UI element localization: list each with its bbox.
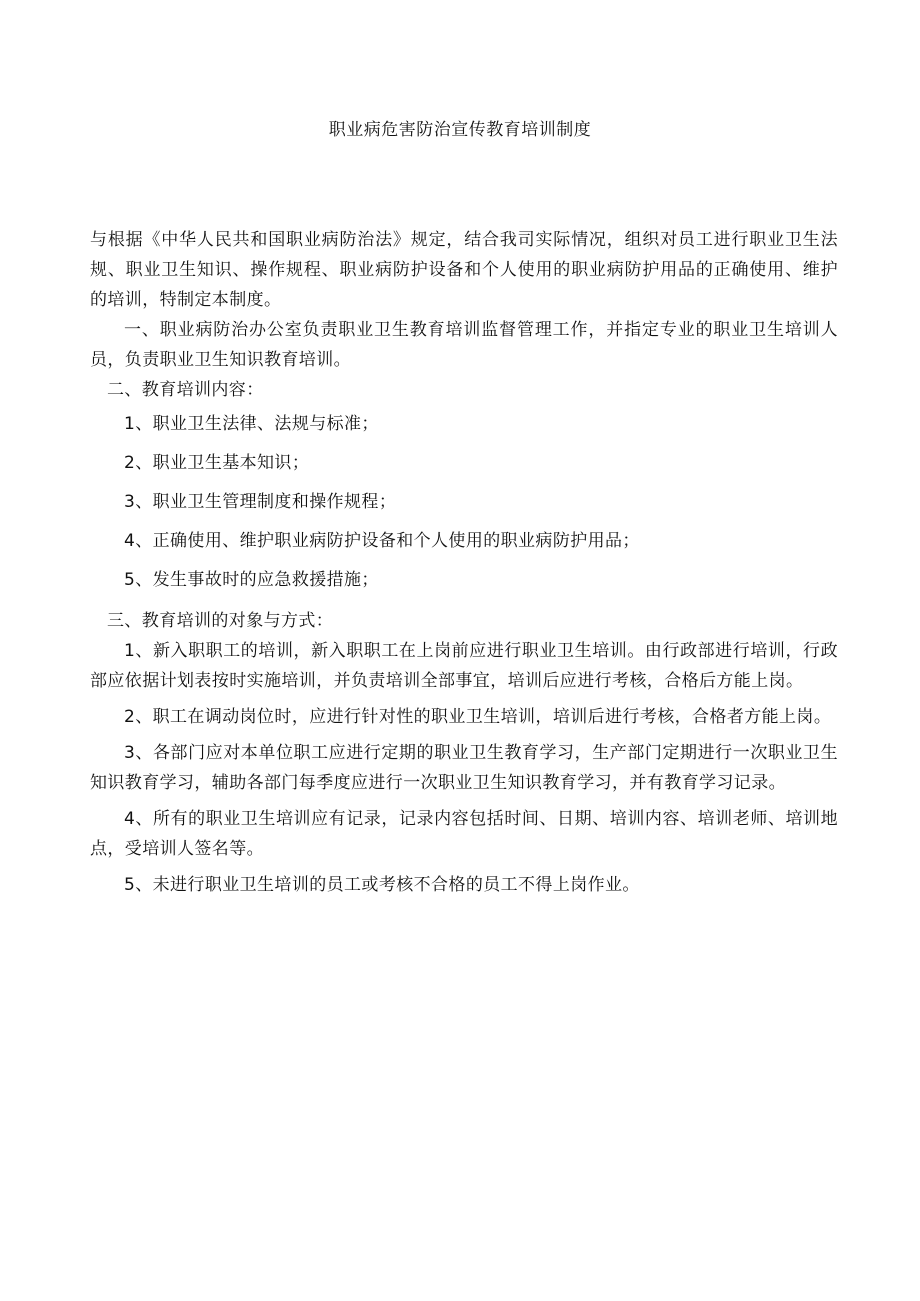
section-3-item: 1、新入职职工的培训，新入职职工在上岗前应进行职业卫生培训。由行政部进行培训，行政部应依据计划表按时实施培训，并负责培训全部事宜，培训后应进行考核，合格后方能上岗。 <box>90 641 838 691</box>
section-2-item: 5、发生事故时的应急救援措施； <box>124 570 379 590</box>
section-2-item: 3、职业卫生管理制度和操作规程； <box>124 492 397 512</box>
section-3-item: 4、所有的职业卫生培训应有记录，记录内容包括时间、日期、培训内容、培训老师、培训地点，受培训人签名等。 <box>90 809 838 859</box>
section-2-heading: 二、教育培训内容： <box>107 380 264 400</box>
section-2-item: 2、职业卫生基本知识； <box>124 453 310 473</box>
section-2-item: 1、职业卫生法律、法规与标准； <box>124 414 379 434</box>
section-2-item: 4、正确使用、维护职业病防护设备和个人使用的职业病防护用品； <box>124 531 640 551</box>
section-3-item: 2、职工在调动岗位时，应进行针对性的职业卫生培训，培训后进行考核，合格者方能上岗。 <box>124 707 832 727</box>
document-title: 职业病危害防治宣传教育培训制度 <box>328 120 592 140</box>
section-3-item: 3、各部门应对本单位职工应进行定期的职业卫生教育学习，生产部门定期进行一次职业卫生知识教育学习，辅助各部门每季度应进行一次职业卫生知识教育学习，并有教育学习记录。 <box>90 743 838 793</box>
section-3-heading: 三、教育培训的对象与方式： <box>107 611 334 631</box>
section-3-item: 5、未进行职业卫生培训的员工或考核不合格的员工不得上岗作业。 <box>124 875 640 895</box>
section-1-paragraph: 一、职业病防治办公室负责职业卫生教育培训监督管理工作，并指定专业的职业卫生培训人员，负责职业卫生知识教育培训。 <box>90 320 838 370</box>
document-body <box>90 225 838 900</box>
intro-paragraph: 与根据《中华人民共和国职业病防治法》规定，结合我司实际情况，组织对员工进行职业卫生法规、职业卫生知识、操作规程、职业病防护设备和个人使用的职业病防护用品的正确使用、维护的培训，特制定本制度。 <box>90 230 838 310</box>
